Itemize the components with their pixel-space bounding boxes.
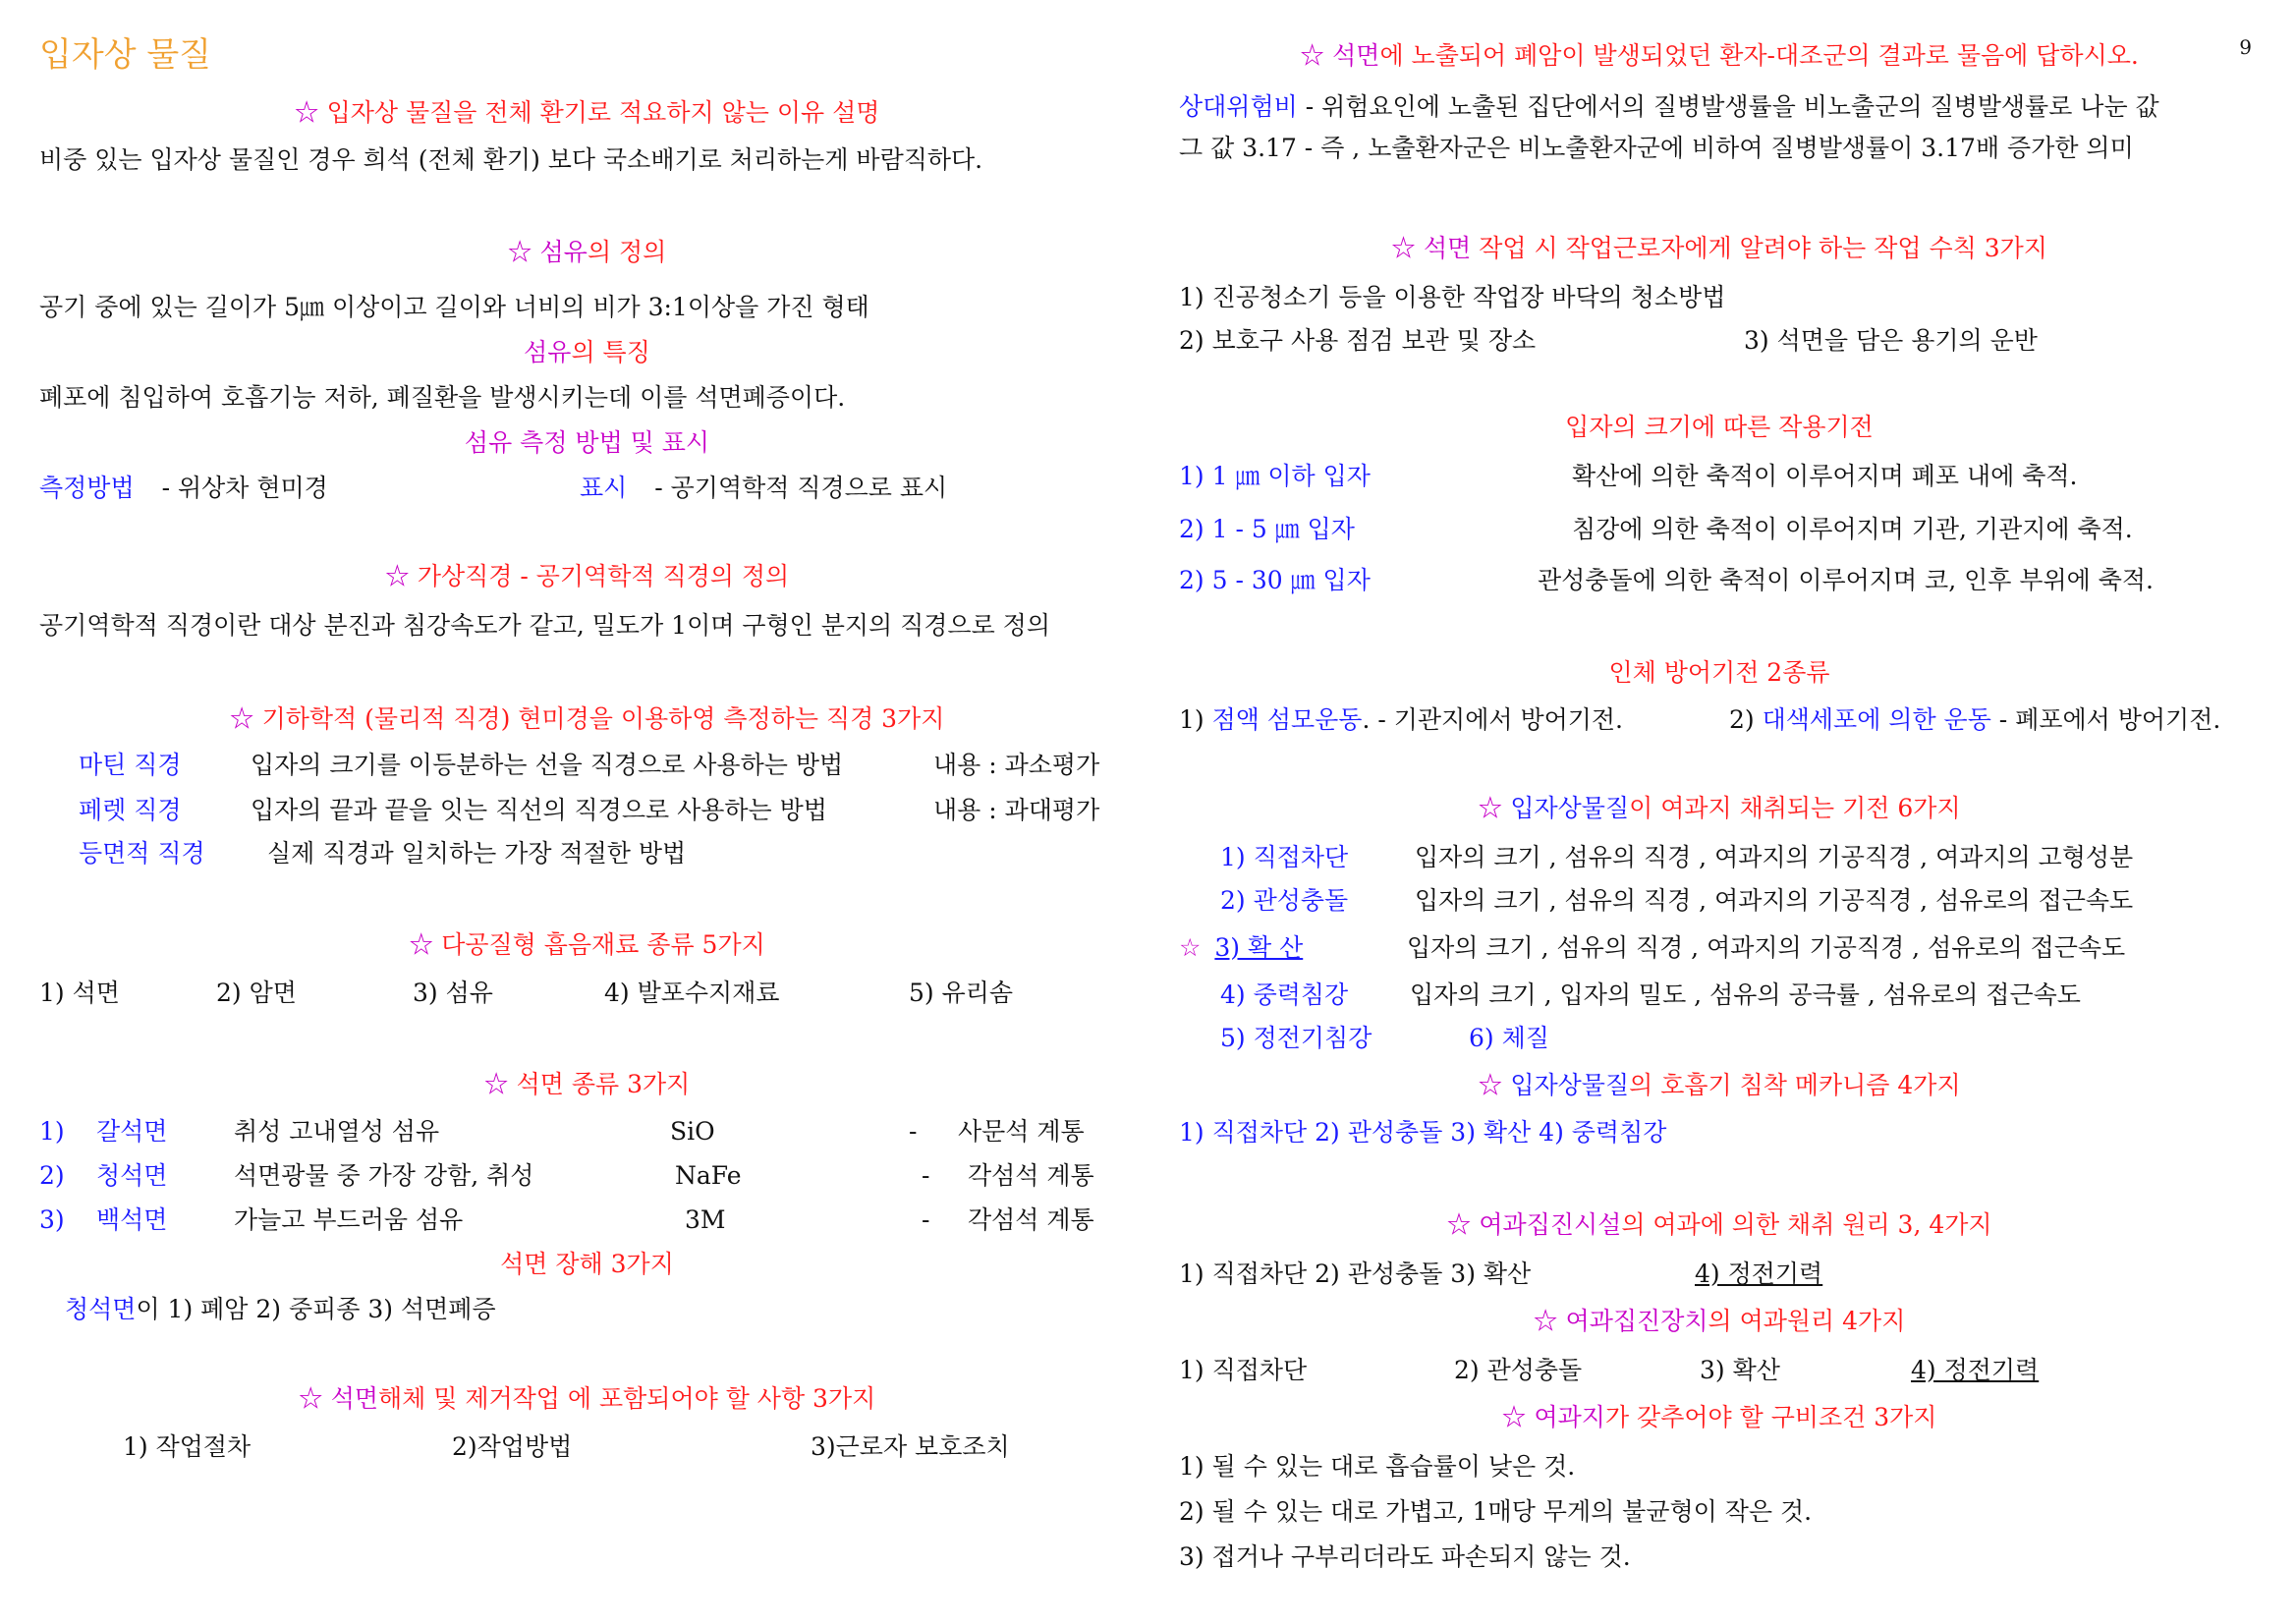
section-heading: 인체 방어기전 2종류 bbox=[1608, 658, 1830, 687]
section-heading: ☆ 석면 종류 3가지 bbox=[483, 1070, 691, 1098]
asbestos-desc: 석면광물 중 가장 강함, 취성 bbox=[234, 1161, 534, 1190]
diameter-name: 마틴 직경 bbox=[79, 751, 182, 779]
mechanism-desc: 입자의 크기 , 입자의 밀도 , 섬유의 공극률 , 섬유로의 접근속도 bbox=[1410, 980, 2081, 1009]
list-item: 3) 접거나 구부리더라도 파손되지 않는 것. bbox=[1179, 1542, 1631, 1571]
diameter-note: 내용 : 과소평가 bbox=[933, 751, 1100, 779]
diameter-name: 페렛 직경 bbox=[79, 796, 182, 824]
body-text: 공기역학적 직경이란 대상 분진과 침강속도가 같고, 밀도가 1이며 구형인 분지의 직경으로 정의 bbox=[39, 611, 1050, 640]
body-text: 그 값 3.17 - 즉 , 노출환자군은 비노출환자군에 비하여 질병발생률이 3.17배 증가한 의미 bbox=[1179, 134, 2134, 162]
asbestos-num: 1) bbox=[39, 1117, 65, 1146]
list-item: 3)근로자 보호조치 bbox=[811, 1432, 1010, 1461]
defense-item: 2) 대색세포에 의한 운동 - 폐포에서 방어기전. bbox=[1729, 705, 2221, 734]
asbestos-dash: - bbox=[922, 1205, 930, 1234]
list-item: 4) 발포수지재료 bbox=[604, 979, 780, 1007]
asbestos-formula: SiO bbox=[670, 1117, 715, 1146]
star-icon: ☆ bbox=[229, 704, 254, 733]
star-icon: ☆ bbox=[1300, 41, 1325, 70]
sub-heading: 섬유의 특징 bbox=[524, 338, 650, 366]
star-icon: ☆ bbox=[298, 1384, 323, 1413]
mechanism-label: 1) 직접차단 bbox=[1220, 843, 1349, 871]
asbestos-dash: - bbox=[909, 1117, 918, 1146]
asbestos-group: 각섬석 계통 bbox=[968, 1161, 1094, 1190]
asbestos-name: 갈석면 bbox=[96, 1117, 168, 1146]
particle-desc: 확산에 의한 축적이 이루어지며 폐포 내에 축적. bbox=[1572, 462, 2078, 490]
list-item: 2) 암면 bbox=[216, 979, 297, 1007]
list-item: 1) 진공청소기 등을 이용한 작업장 바닥의 청소방법 bbox=[1179, 283, 1726, 311]
list-item: 1) 직접차단 bbox=[1179, 1356, 1308, 1384]
asbestos-formula: 3M bbox=[685, 1205, 726, 1234]
section-heading: ☆ 가상직경 - 공기역학적 직경의 정의 bbox=[384, 562, 790, 590]
list-item: 3) 석면을 담은 용기의 운반 bbox=[1744, 326, 2038, 355]
star-icon: ☆ bbox=[507, 238, 532, 266]
mechanism-desc: 입자의 크기 , 섬유의 직경 , 여과지의 기공직경 , 여과지의 고형성분 bbox=[1415, 843, 2134, 871]
section-heading: ☆ 석면에 노출되어 폐암이 발생되었던 환자-대조군의 결과로 물음에 답하시오. bbox=[1300, 41, 2139, 70]
section-heading: ☆ 입자상물질의 호흡기 침착 메카니즘 4가지 bbox=[1478, 1071, 1961, 1099]
star-icon: ☆ bbox=[1179, 933, 1202, 962]
particle-desc: 침강에 의한 축적이 이루어지며 기관, 기관지에 축적. bbox=[1572, 515, 2133, 543]
star-icon: ☆ bbox=[1478, 794, 1503, 822]
list-item: 2)작업방법 bbox=[452, 1432, 573, 1461]
particle-size: 2) 1 - 5 ㎛ 입자 bbox=[1179, 515, 1355, 543]
list-item: 3) 섬유 bbox=[413, 979, 493, 1007]
section-heading: ☆ 입자상 물질을 전체 환기로 적요하지 않는 이유 설명 bbox=[294, 98, 880, 127]
list-item: 1) 될 수 있는 대로 흡습률이 낮은 것. bbox=[1179, 1452, 1576, 1481]
display-row: 표시 - 공기역학적 직경으로 표시 bbox=[580, 474, 948, 502]
asbestos-desc: 취성 고내열성 섬유 bbox=[234, 1117, 440, 1146]
list-item: 1) 직접차단 2) 관성충돌 3) 확산 4) 중력침강 bbox=[1179, 1118, 1667, 1147]
body-text: 비중 있는 입자상 물질인 경우 희석 (전체 환기) 보다 국소배기로 처리하는게 바람직하다. bbox=[39, 145, 983, 174]
defense-item: 1) 점액 섬모운동. - 기관지에서 방어기전. bbox=[1179, 705, 1624, 734]
body-text: 공기 중에 있는 길이가 5㎛ 이상이고 길이와 너비의 비가 3:1이상을 가진 형태 bbox=[39, 293, 869, 321]
section-heading: ☆ 입자상물질이 여과지 채취되는 기전 6가지 bbox=[1478, 794, 1961, 822]
body-text: 폐포에 침입하여 호흡기능 저하, 폐질환을 발생시키는데 이를 석면폐증이다. bbox=[39, 383, 846, 412]
section-heading: ☆ 여과집진시설의 여과에 의한 채취 원리 3, 4가지 bbox=[1446, 1210, 1992, 1239]
star-icon: ☆ bbox=[1391, 234, 1417, 262]
section-heading: ☆ 석면 작업 시 작업근로자에게 알려야 하는 작업 수칙 3가지 bbox=[1391, 234, 2047, 262]
page-number: 9 bbox=[2239, 35, 2252, 59]
star-icon: ☆ bbox=[1501, 1403, 1527, 1431]
list-item: 4) 정전기력 bbox=[1911, 1356, 2040, 1384]
particle-desc: 관성충돌에 의한 축적이 이루어지며 코, 인후 부위에 축적. bbox=[1538, 566, 2154, 594]
diameter-name: 등면적 직경 bbox=[79, 839, 205, 868]
right-column bbox=[1179, 0, 2260, 1624]
list-item: 2) 될 수 있는 대로 가볍고, 1매당 무게의 불균형이 작은 것. bbox=[1179, 1497, 1813, 1526]
measurement-row: 측정방법 - 위상차 현미경 bbox=[39, 474, 328, 502]
star-icon: ☆ bbox=[483, 1070, 509, 1098]
section-heading: ☆ 섬유의 정의 bbox=[507, 238, 667, 266]
diameter-desc: 입자의 크기를 이등분하는 선을 직경으로 사용하는 방법 bbox=[251, 751, 844, 779]
particle-size: 2) 5 - 30 ㎛ 입자 bbox=[1179, 566, 1371, 594]
section-heading: ☆ 여과지가 갖추어야 할 구비조건 3가지 bbox=[1501, 1403, 1937, 1431]
diameter-note: 내용 : 과대평가 bbox=[933, 796, 1100, 824]
section-heading: ☆ 석면해체 및 제거작업 에 포함되어야 할 사항 3가지 bbox=[298, 1384, 876, 1413]
particle-size: 1) 1 ㎛ 이하 입자 bbox=[1179, 462, 1371, 490]
star-icon: ☆ bbox=[1446, 1210, 1472, 1239]
asbestos-hazard: 청석면이 1) 폐암 2) 중피종 3) 석면폐증 bbox=[65, 1295, 496, 1323]
list-item: 4) 정전기력 bbox=[1695, 1260, 1823, 1288]
list-item: 1) 석면 bbox=[39, 979, 120, 1007]
list-item: 2) 관성충돌 bbox=[1454, 1356, 1583, 1384]
list-item: 3) 확산 bbox=[1700, 1356, 1780, 1384]
mechanism-label: 5) 정전기침강 bbox=[1220, 1024, 1372, 1052]
sub-heading: 섬유 측정 방법 및 표시 bbox=[464, 428, 710, 457]
diameter-desc: 입자의 끝과 끝을 잇는 직선의 직경으로 사용하는 방법 bbox=[251, 796, 827, 824]
asbestos-formula: NaFe bbox=[675, 1161, 742, 1190]
diameter-desc: 실제 직경과 일치하는 가장 적절한 방법 bbox=[267, 839, 687, 868]
asbestos-name: 청석면 bbox=[96, 1161, 168, 1190]
mechanism-desc: 입자의 크기 , 섬유의 직경 , 여과지의 기공직경 , 섬유로의 접근속도 bbox=[1407, 933, 2126, 962]
asbestos-dash: - bbox=[922, 1161, 930, 1190]
star-icon: ☆ bbox=[409, 930, 434, 959]
asbestos-desc: 가늘고 부드러움 섬유 bbox=[234, 1205, 464, 1234]
left-column bbox=[39, 0, 1135, 1624]
asbestos-group: 사문석 계통 bbox=[958, 1117, 1085, 1146]
asbestos-name: 백석면 bbox=[96, 1205, 168, 1234]
star-icon: ☆ bbox=[294, 98, 319, 127]
mechanism-row-starred: ☆ 3) 확 산 bbox=[1179, 933, 1304, 962]
star-icon: ☆ bbox=[384, 562, 410, 590]
mechanism-label: 4) 중력침강 bbox=[1220, 980, 1349, 1009]
star-icon: ☆ bbox=[1478, 1071, 1503, 1099]
mechanism-label: 2) 관성충돌 bbox=[1220, 886, 1349, 915]
mechanism-desc: 입자의 크기 , 섬유의 직경 , 여과지의 기공직경 , 섬유로의 접근속도 bbox=[1415, 886, 2134, 915]
section-heading: ☆ 기하학적 (물리적 직경) 현미경을 이용하영 측정하는 직경 3가지 bbox=[229, 704, 945, 733]
section-heading: 입자의 크기에 따른 작용기전 bbox=[1565, 413, 1874, 441]
asbestos-num: 2) bbox=[39, 1161, 65, 1190]
section-heading: ☆ 다공질형 흡음재료 종류 5가지 bbox=[409, 930, 765, 959]
list-item: 1) 작업절차 bbox=[123, 1432, 252, 1461]
page-title: 입자상 물질 bbox=[39, 35, 212, 75]
body-text: 상대위험비 - 위험요인에 노출된 집단에서의 질병발생률을 비노출군의 질병발생률로 나눈 값 bbox=[1179, 92, 2159, 121]
list-item: 5) 유리솜 bbox=[909, 979, 1014, 1007]
sub-heading: 석면 장해 3가지 bbox=[500, 1250, 674, 1278]
star-icon: ☆ bbox=[1533, 1307, 1558, 1335]
asbestos-num: 3) bbox=[39, 1205, 65, 1234]
mechanism-label: 6) 체질 bbox=[1469, 1024, 1549, 1052]
section-heading: ☆ 여과집진장치의 여과원리 4가지 bbox=[1533, 1307, 1906, 1335]
asbestos-group: 각섬석 계통 bbox=[968, 1205, 1094, 1234]
list-item: 2) 보호구 사용 점검 보관 및 장소 bbox=[1179, 326, 1537, 355]
list-item: 1) 직접차단 2) 관성충돌 3) 확산 bbox=[1179, 1260, 1532, 1288]
